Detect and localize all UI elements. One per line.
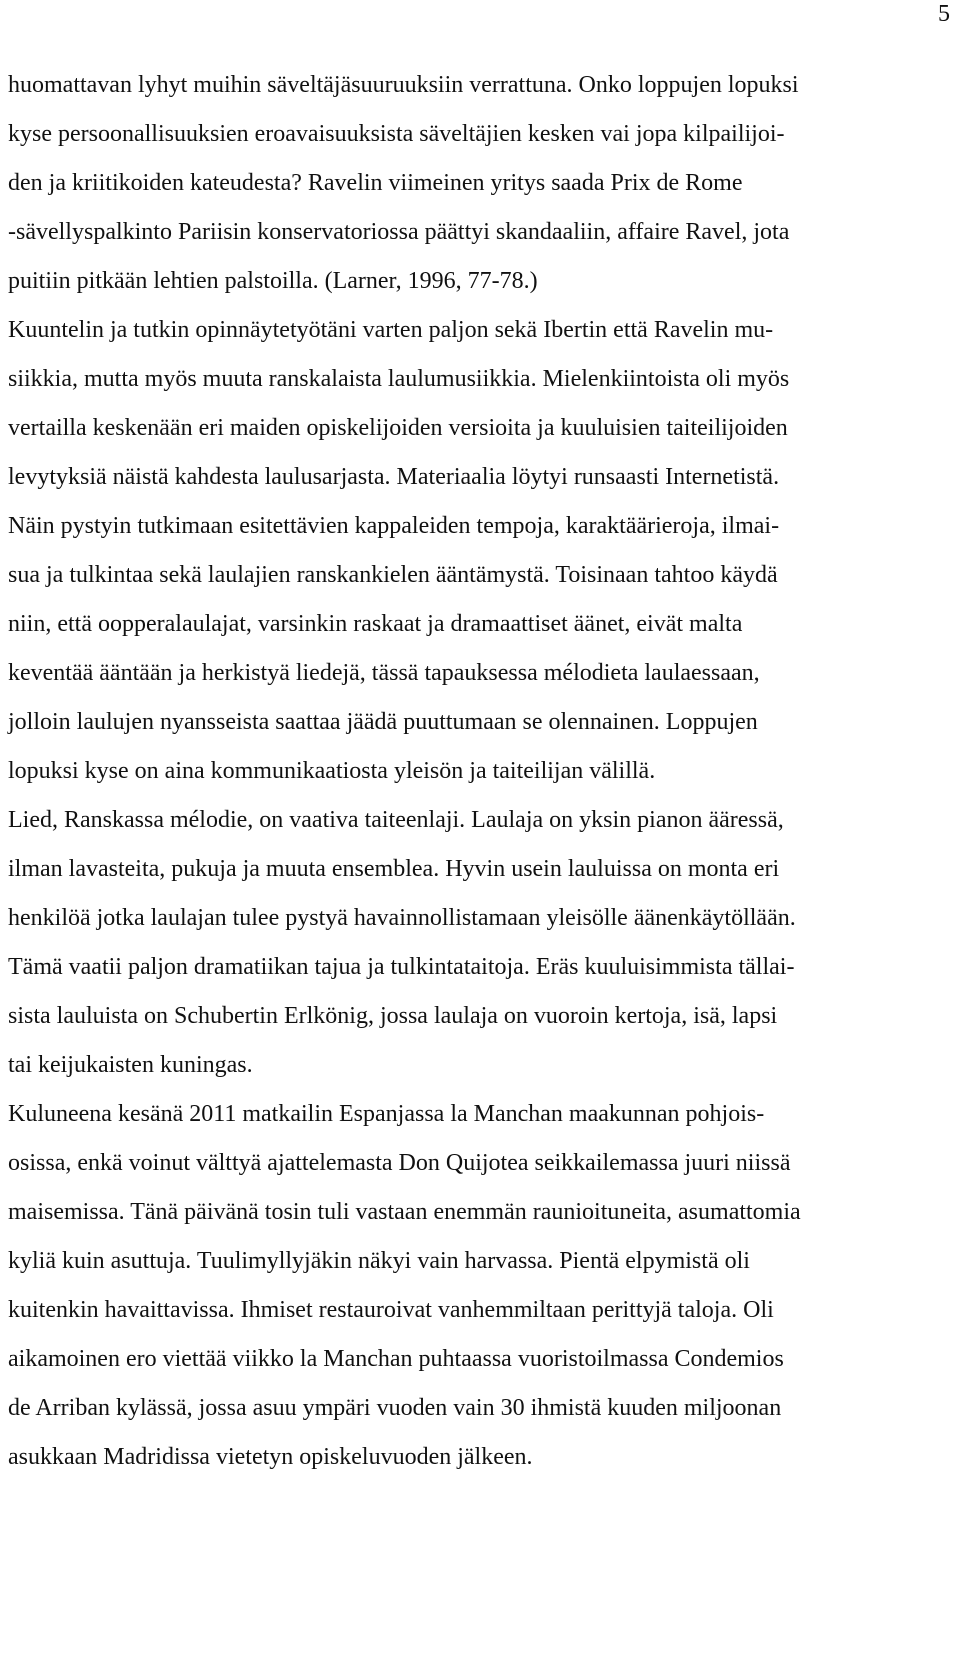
text-line: kyse persoonallisuuksien eroavaisuuksista säveltäjien kesken vai jopa kilpailijoi- [8,121,785,147]
document-body [8,73,948,1494]
text-line: de Arriban kylässä, jossa asuu ympäri vuoden vain 30 ihmistä kuuden miljoonan [8,1395,782,1421]
text-line: Kuluneena kesänä 2011 matkailin Espanjassa la Manchan maakunnan pohjois- [8,1101,765,1127]
paragraph-3 [8,808,948,1077]
text-line: puitiin pitkään lehtien palstoilla. (Larner, 1996, 77-78.) [8,268,538,294]
paragraph-4 [8,1102,948,1469]
text-line: tai keijukaisten kuningas. [8,1052,253,1078]
text-line: Tämä vaatii paljon dramatiikan tajua ja tulkintataitoja. Eräs kuuluisimmista tällai- [8,954,795,980]
text-line: niin, että oopperalaulajat, varsinkin raskaat ja dramaattiset äänet, eivät malta [8,611,743,637]
text-line: Näin pystyin tutkimaan esitettävien kappaleiden tempoja, karaktäärieroja, ilmai- [8,513,780,539]
text-line: kuitenkin havaittavissa. Ihmiset restauroivat vanhemmiltaan perittyjä taloja. Oli [8,1297,774,1323]
text-line: sista lauluista on Schubertin Erlkönig, jossa laulaja on vuoroin kertoja, isä, lapsi [8,1003,778,1029]
text-line: Lied, Ranskassa mélodie, on vaativa taiteenlaji. Laulaja on yksin pianon ääressä, [8,807,784,833]
text-line: jolloin laulujen nyansseista saattaa jäädä puuttumaan se olennainen. Loppujen [8,709,758,735]
text-line: levytyksiä näistä kahdesta laulusarjasta. Materiaalia löytyi runsaasti Internetistä. [8,464,780,490]
text-line: maisemissa. Tänä päivänä tosin tuli vastaan enemmän raunioituneita, asumattomia [8,1199,801,1225]
text-line: den ja kriitikoiden kateudesta? Ravelin viimeinen yritys saada Prix de Rome [8,170,743,196]
text-line: henkilöä jotka laulajan tulee pystyä havainnollistamaan yleisölle äänenkäytöllään. [8,905,796,931]
text-line: huomattavan lyhyt muihin säveltäjäsuuruuksiin verrattuna. Onko loppujen lopuksi [8,72,799,98]
paragraph-2 [8,318,948,783]
text-line: osissa, enkä voinut välttyä ajattelemasta Don Quijotea seikkailemassa juuri niissä [8,1150,791,1176]
text-line: vertailla keskenään eri maiden opiskelijoiden versioita ja kuuluisien taiteilijoiden [8,415,788,441]
text-line: -sävellyspalkinto Pariisin konservatoriossa päättyi skandaaliin, affaire Ravel, jota [8,219,790,245]
text-line: asukkaan Madridissa vietetyn opiskeluvuoden jälkeen. [8,1444,533,1470]
text-line: aikamoinen ero viettää viikko la Manchan puhtaassa vuoristoilmassa Condemios [8,1346,784,1372]
page-number: 5 [938,1,950,27]
text-line: kyliä kuin asuttuja. Tuulimyllyjäkin näkyi vain harvassa. Pientä elpymistä oli [8,1248,750,1274]
text-line: sua ja tulkintaa sekä laulajien ranskankielen ääntämystä. Toisinaan tahtoo käydä [8,562,778,588]
text-line: siikkia, mutta myös muuta ranskalaista laulumusiikkia. Mielenkiintoista oli myös [8,366,790,392]
text-line: lopuksi kyse on aina kommunikaatiosta yleisön ja taiteilijan välillä. [8,758,656,784]
paragraph-1 [8,73,948,293]
text-line: Kuuntelin ja tutkin opinnäytetyötäni varten paljon sekä Ibertin että Ravelin mu- [8,317,774,343]
text-line: keventää ääntään ja herkistyä liedejä, tässä tapauksessa mélodieta laulaessaan, [8,660,760,686]
text-line: ilman lavasteita, pukuja ja muuta ensemblea. Hyvin usein lauluissa on monta eri [8,856,780,882]
